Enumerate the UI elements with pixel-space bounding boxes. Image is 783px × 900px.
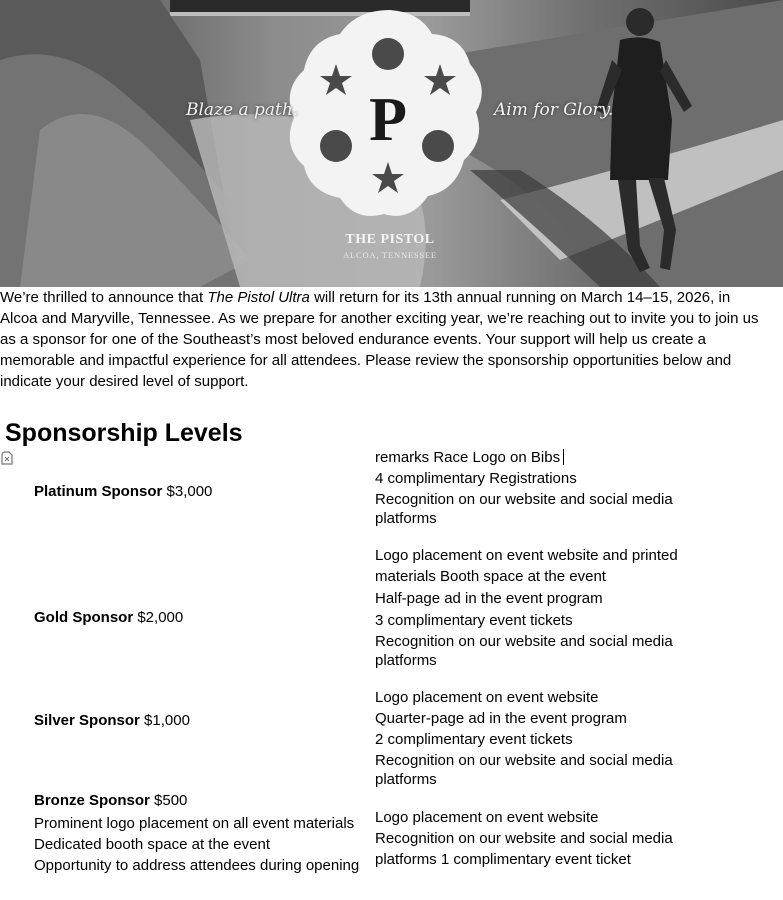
list-item: Dedicated booth space at the event bbox=[34, 836, 271, 853]
level-name: Silver Sponsor bbox=[34, 712, 140, 729]
event-name: The Pistol Ultra bbox=[207, 289, 310, 306]
level-price: $500 bbox=[154, 792, 188, 809]
benefit-item: Recognition on our website and social media bbox=[375, 491, 673, 508]
benefit-item: Half-page ad in the event program bbox=[375, 590, 603, 607]
benefit-item: platforms 1 complimentary event ticket bbox=[375, 851, 631, 868]
benefit-item: Logo placement on event website and printed bbox=[375, 547, 678, 564]
benefit-item: remarks Race Logo on Bibs bbox=[375, 449, 673, 470]
level-price: $3,000 bbox=[166, 483, 213, 500]
intro-line: indicate your desired level of support. bbox=[0, 373, 249, 390]
intro-line bbox=[0, 287, 783, 308]
benefit-item: Logo placement on event website bbox=[375, 809, 599, 826]
tagline-right: Aim for Glory. bbox=[494, 100, 614, 120]
platinum-benefits bbox=[375, 449, 673, 528]
level-name: Gold Sponsor bbox=[34, 609, 134, 626]
benefit-item: Logo placement on event website bbox=[375, 689, 599, 706]
benefit-item: materials Booth space at the event bbox=[375, 568, 606, 585]
benefit-item: platforms bbox=[375, 509, 437, 527]
level-gold bbox=[34, 609, 183, 626]
brand-name: THE PISTOL bbox=[345, 232, 435, 247]
gold-benefits bbox=[375, 547, 678, 670]
intro-text: We’re thrilled to announce that bbox=[0, 289, 208, 306]
level-silver bbox=[34, 712, 190, 729]
section-heading: Sponsorship Levels bbox=[5, 419, 243, 447]
benefit-item: Recognition on our website and social media bbox=[375, 633, 673, 650]
level-name: Platinum Sponsor bbox=[34, 483, 163, 500]
benefit-item: Quarter-page ad in the event program bbox=[375, 710, 627, 727]
level-platinum bbox=[34, 483, 212, 500]
benefit-item: 4 complimentary Registrations bbox=[375, 470, 577, 487]
logo-letter: P bbox=[369, 86, 407, 154]
bronze-benefits bbox=[375, 807, 673, 870]
intro-line: Alcoa and Maryville, Tennessee. As we prepare for another exciting year, we’re reaching out to invite you to join us bbox=[0, 310, 759, 327]
intro-text: will return for its 13th annual running on March 14–15, 2026, in bbox=[309, 289, 731, 306]
benefit-item: 2 complimentary event tickets bbox=[375, 731, 573, 748]
pistol-logo bbox=[290, 10, 482, 216]
level-name: Bronze Sponsor bbox=[34, 792, 150, 809]
level-price: $2,000 bbox=[137, 609, 184, 626]
list-item: Opportunity to address attendees during opening bbox=[34, 857, 360, 874]
hero-banner bbox=[0, 0, 783, 287]
benefit-item: platforms bbox=[375, 770, 437, 788]
level-bronze bbox=[34, 792, 187, 809]
text-cursor bbox=[563, 449, 564, 465]
bronze-extra-list bbox=[34, 813, 359, 876]
silver-benefits bbox=[375, 689, 673, 789]
intro-paragraph bbox=[0, 287, 783, 393]
tagline-left: Blaze a path. bbox=[186, 100, 299, 120]
anchor-icon[interactable] bbox=[0, 450, 14, 466]
benefit-item: platforms bbox=[375, 651, 437, 669]
level-price: $1,000 bbox=[144, 712, 190, 729]
intro-line: as a sponsor for one of the Southeast’s most beloved endurance events. Your support will help us create a bbox=[0, 331, 707, 348]
brand-location: ALCOA, TENNESSEE bbox=[343, 250, 437, 260]
benefit-item: 3 complimentary event tickets bbox=[375, 612, 573, 629]
benefit-item: Recognition on our website and social media bbox=[375, 830, 673, 847]
intro-line: memorable and impactful experience for all attendees. Please review the sponsorship opportunities below and bbox=[0, 352, 732, 369]
benefit-item: Recognition on our website and social media bbox=[375, 752, 673, 769]
list-item: Prominent logo placement on all event materials bbox=[34, 815, 355, 832]
